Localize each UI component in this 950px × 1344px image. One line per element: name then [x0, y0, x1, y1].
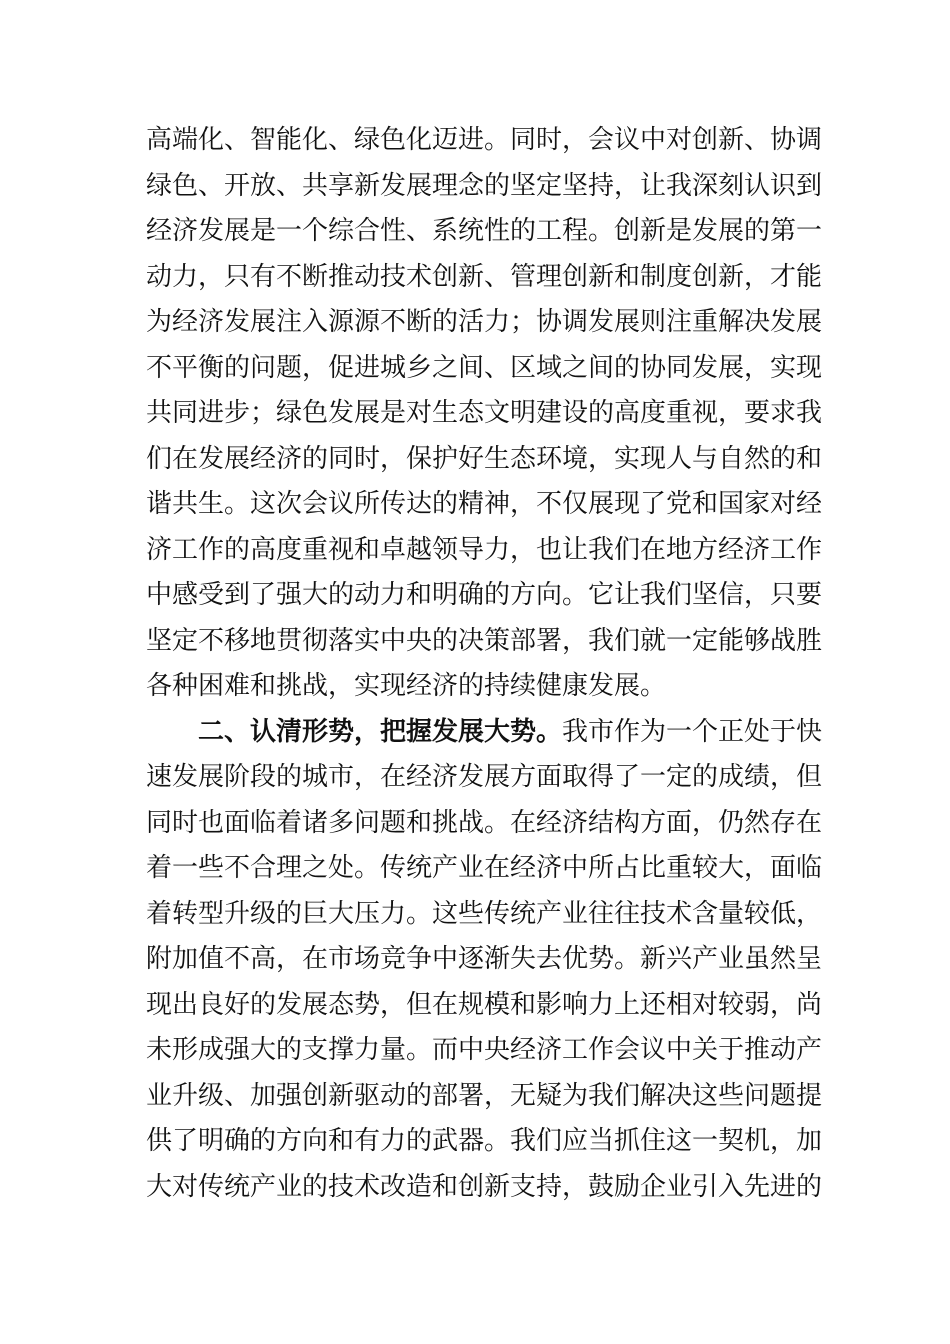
- text-line: 未形成强大的支撑力量。而中央经济工作会议中关于推动产: [146, 1035, 823, 1065]
- paragraph-2: [146, 710, 823, 1211]
- text-line: 各种困难和挑战，实现经济的持续健康发展。: [146, 671, 667, 701]
- text-line: 同时也面临着诸多问题和挑战。在经济结构方面，仍然存在: [146, 807, 823, 838]
- text-line: 现出良好的发展态势，但在规模和影响力上还相对较弱，尚: [146, 989, 823, 1020]
- text-line: 动力，只有不断推动技术创新、管理创新和制度创新，才能: [146, 261, 823, 292]
- text-line: 着一些不合理之处。传统产业在经济中所占比重较大，面临: [146, 853, 823, 883]
- text-line: 经济发展是一个综合性、系统性的工程。创新是发展的第一: [146, 216, 823, 246]
- section-heading: 二、认清形势，把握发展大势。: [198, 716, 563, 747]
- text-line: 高端化、智能化、绿色化迈进。同时，会议中对创新、协调: [146, 125, 823, 155]
- text-line: 为经济发展注入源源不断的活力；协调发展则注重解决发展: [146, 307, 823, 337]
- text-line: 谐共生。这次会议所传达的精神，不仅展现了党和国家对经: [146, 489, 823, 519]
- text-line: 们在发展经济的同时，保护好生态环境，实现人与自然的和: [146, 443, 823, 474]
- text-line: 共同进步；绿色发展是对生态文明建设的高度重视，要求我: [146, 398, 823, 428]
- text-line: 坚定不移地贯彻落实中央的决策部署，我们就一定能够战胜: [146, 625, 823, 656]
- text-line: 绿色、开放、共享新发展理念的坚定坚持，让我深刻认识到: [146, 170, 823, 201]
- paragraph-1: [146, 118, 823, 710]
- text-line: 中感受到了强大的动力和明确的方向。它让我们坚信，只要: [146, 580, 823, 610]
- text-line: 供了明确的方向和有力的武器。我们应当抓住这一契机，加: [146, 1126, 823, 1156]
- text-line: 大对传统产业的技术改造和创新支持，鼓励企业引入先进的: [146, 1171, 823, 1202]
- text-line: 不平衡的问题，促进城乡之间、区域之间的协同发展，实现: [146, 352, 823, 383]
- section-first-line: [146, 710, 823, 756]
- text-line: 速发展阶段的城市，在经济发展方面取得了一定的成绩，但: [146, 762, 823, 792]
- text-line: 着转型升级的巨大压力。这些传统产业往往技术含量较低，: [146, 898, 823, 929]
- section-heading-continuation: 我市作为一个正处于快: [562, 716, 823, 747]
- text-line: 济工作的高度重视和卓越领导力，也让我们在地方经济工作: [146, 534, 823, 565]
- text-line: 附加值不高，在市场竞争中逐渐失去优势。新兴产业虽然呈: [146, 944, 823, 974]
- text-line: 业升级、加强创新驱动的部署，无疑为我们解决这些问题提: [146, 1080, 823, 1111]
- body-text: [146, 118, 823, 1210]
